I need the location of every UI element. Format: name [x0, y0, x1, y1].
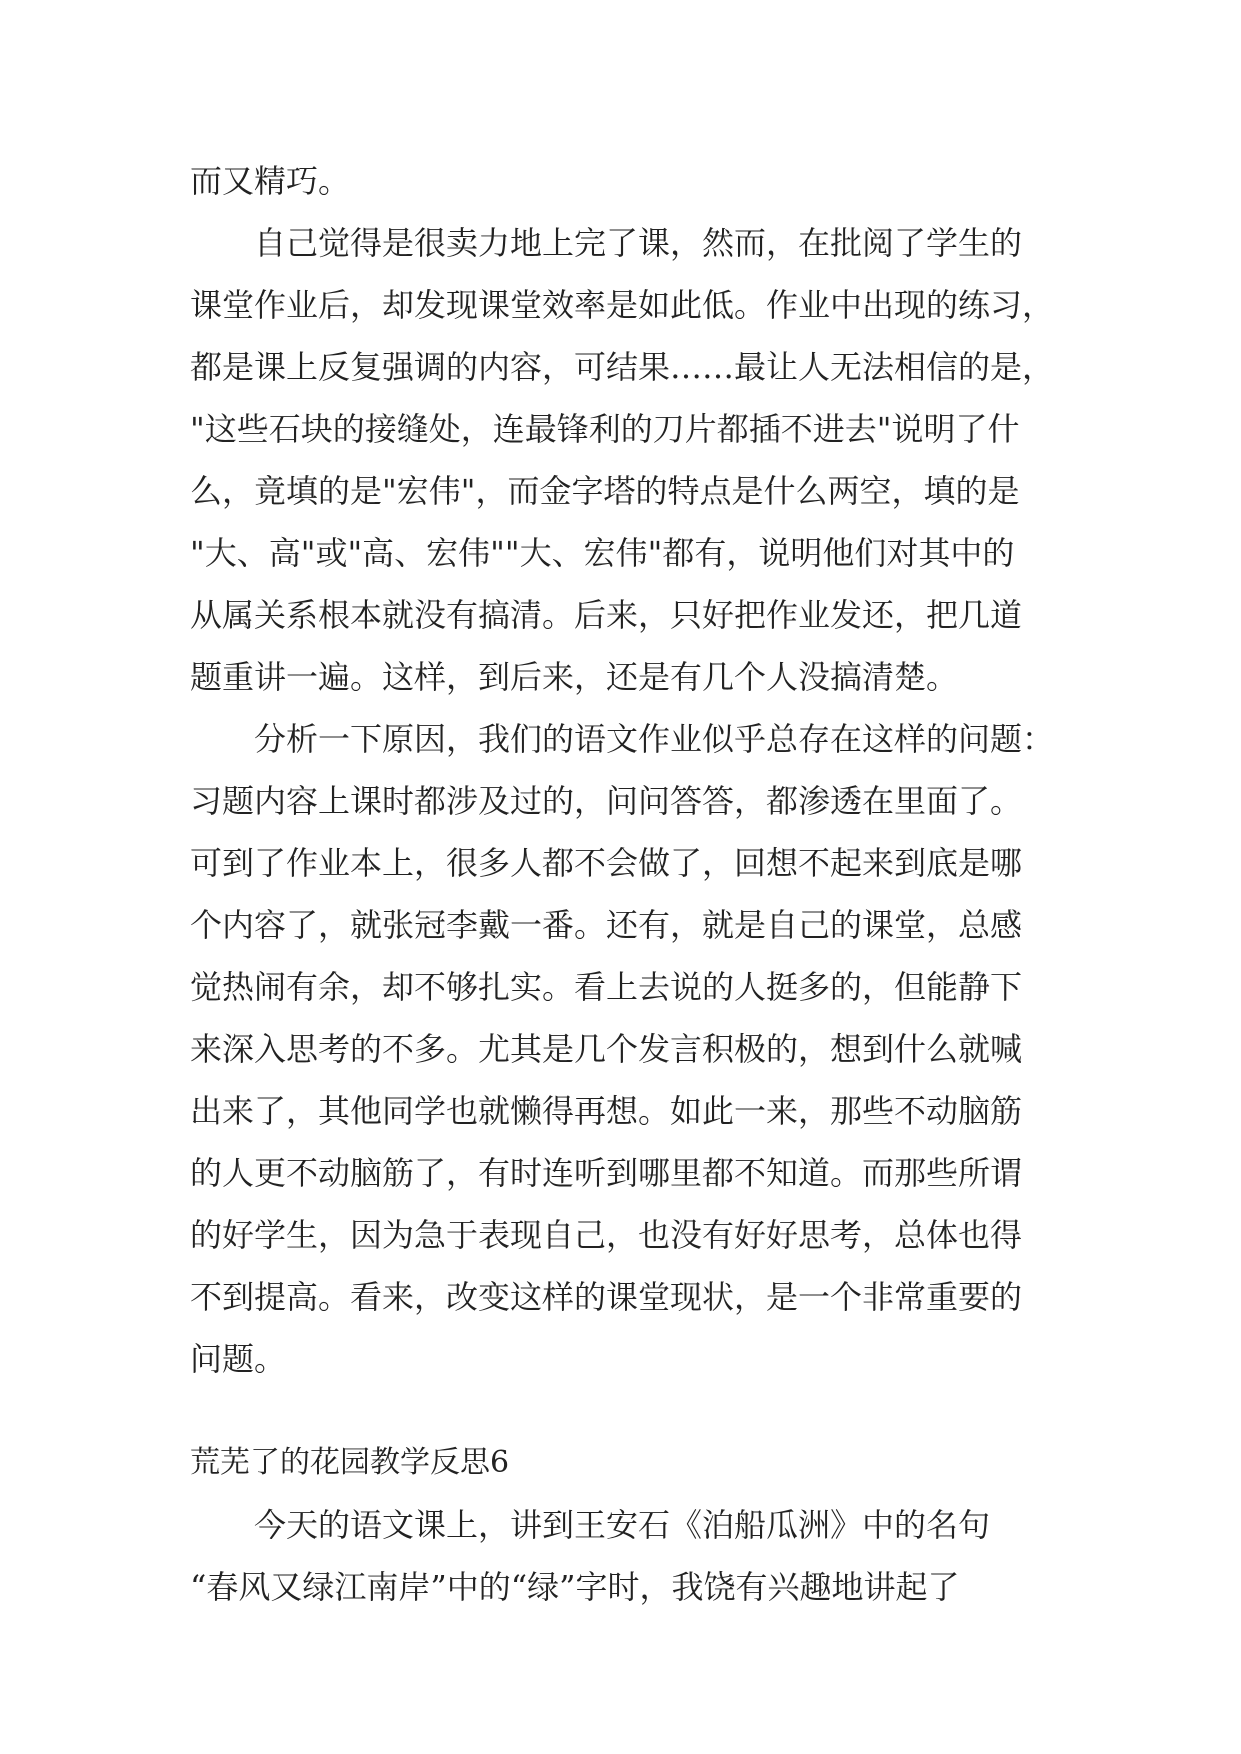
text-line: 习题内容上课时都涉及过的，问问答答，都渗透在里面了。 [190, 782, 1023, 820]
text-line: 自己觉得是很卖力地上完了课，然而，在批阅了学生的 [254, 224, 1023, 262]
text-line: 出来了，其他同学也就懒得再想。如此一来，那些不动脑筋 [190, 1092, 1023, 1130]
text-line: 而又精巧。 [190, 162, 351, 200]
paragraph-block-2 [190, 1494, 1062, 1618]
text-line: 么，竟填的是"宏伟"，而金字塔的特点是什么两空，填的是 [190, 472, 1020, 510]
text-line: 不到提高。看来，改变这样的课堂现状，是一个非常重要的 [190, 1278, 1023, 1316]
document-page [190, 150, 1062, 1618]
text-line: 分析一下原因，我们的语文作业似乎总存在这样的问题： [254, 720, 1055, 758]
text-line: 个内容了，就张冠李戴一番。还有，就是自己的课堂，总感 [190, 906, 1023, 944]
text-line: 题重讲一遍。这样，到后来，还是有几个人没搞清楚。 [190, 658, 959, 696]
text-line: 问题。 [190, 1340, 287, 1378]
text-line: “春风又绿江南岸”中的“绿”字时，我饶有兴趣地讲起了 [190, 1568, 960, 1606]
text-line: 觉热闹有余，却不够扎实。看上去说的人挺多的，但能静下 [190, 968, 1023, 1006]
text-line: 可到了作业本上，很多人都不会做了，回想不起来到底是哪 [190, 844, 1023, 882]
text-line: 从属关系根本就没有搞清。后来，只好把作业发还，把几道 [190, 596, 1023, 634]
text-line: 课堂作业后，却发现课堂效率是如此低。作业中出现的练习， [190, 286, 1055, 324]
text-line: 来深入思考的不多。尤其是几个发言积极的，想到什么就喊 [190, 1030, 1023, 1068]
paragraph-block-1 [190, 150, 1062, 1390]
section-spacer [190, 1390, 1062, 1432]
text-line: 今天的语文课上，讲到王安石《泊船瓜洲》中的名句 [254, 1506, 991, 1544]
text-line: "大、高"或"高、宏伟""大、宏伟"都有，说明他们对其中的 [190, 534, 1015, 572]
text-line: 都是课上反复强调的内容，可结果……最让人无法相信的是， [190, 348, 1055, 386]
text-line: 的好学生，因为急于表现自己，也没有好好思考，总体也得 [190, 1216, 1023, 1254]
section-heading: 荒芜了的花园教学反思6 [190, 1445, 510, 1480]
text-line: "这些石块的接缝处，连最锋利的刀片都插不进去"说明了什 [190, 410, 1020, 448]
text-line: 的人更不动脑筋了，有时连听到哪里都不知道。而那些所谓 [190, 1154, 1023, 1192]
